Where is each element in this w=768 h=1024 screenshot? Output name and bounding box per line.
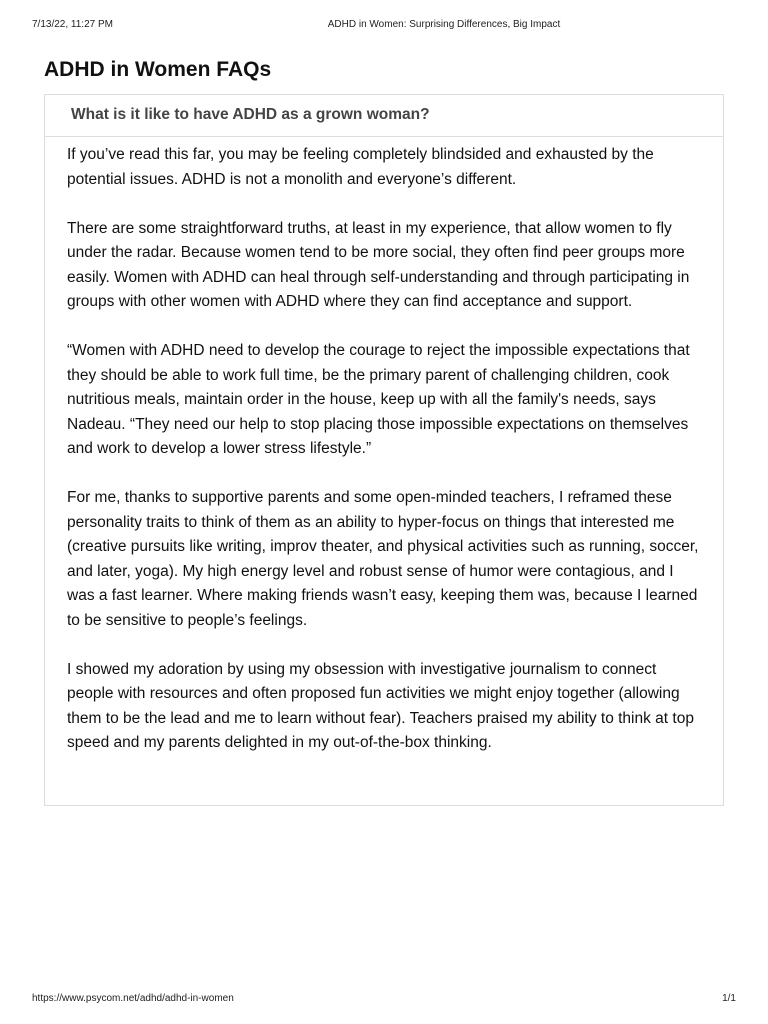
- print-page-number: 1/1: [722, 993, 736, 1004]
- faq-accordion-item: [44, 94, 724, 806]
- faq-answer-paragraph: There are some straightforward truths, at least in my experience, that allow women to fly under the radar. Because women tend to be more social, they often find peer groups more easily. Women with ADHD can heal through self-understanding and through participating in groups with other women with ADHD where they can find acceptance and support.: [67, 219, 690, 310]
- faq-answer: [45, 137, 723, 756]
- faq-answer-paragraph: “Women with ADHD need to develop the courage to reject the impossible expectations that they should be able to work full time, be the primary parent of challenging children, cook nutritious meals, maintain order in the house, keep up with all the family's needs, says Nadeau. “They need our help to stop placing those impossible expectations on themselves and work to develop a lower stress lifestyle.”: [67, 342, 690, 457]
- print-header: [0, 18, 768, 32]
- faq-answer-paragraph: I showed my adoration by using my obsession with investigative journalism to connect people with resources and often proposed fun activities we might enjoy together (allowing them to be the lead and me to learn without fear). Teachers praised my ability to think at top speed and my parents delighted in my out-of-the-box thinking.: [67, 660, 694, 751]
- faq-question-toggle[interactable]: What is it like to have ADHD as a grown woman?: [45, 95, 723, 137]
- faq-answer-paragraph: If you’ve read this far, you may be feeling completely blindsided and exhausted by the potential issues. ADHD is not a monolith and everyone’s different.: [67, 146, 654, 188]
- page-title: ADHD in Women FAQs: [44, 58, 272, 81]
- print-url: https://www.psycom.net/adhd/adhd-in-women: [32, 993, 234, 1004]
- faq-answer-paragraph: For me, thanks to supportive parents and some open-minded teachers, I reframed these personality traits to think of them as an ability to hyper-focus on things that interested me (creative pursuits like writing, improv theater, and physical activities such as running, soccer, and later, yoga). My high energy level and robust sense of humor were contagious, and I was a fast learner. Where making friends wasn’t easy, keeping them was, because I learned to be sensitive to people’s feelings.: [67, 489, 699, 629]
- print-document-title: ADHD in Women: Surprising Differences, Big Impact: [327, 19, 561, 30]
- print-datetime: 7/13/22, 11:27 PM: [32, 19, 113, 30]
- print-footer: [0, 992, 768, 1006]
